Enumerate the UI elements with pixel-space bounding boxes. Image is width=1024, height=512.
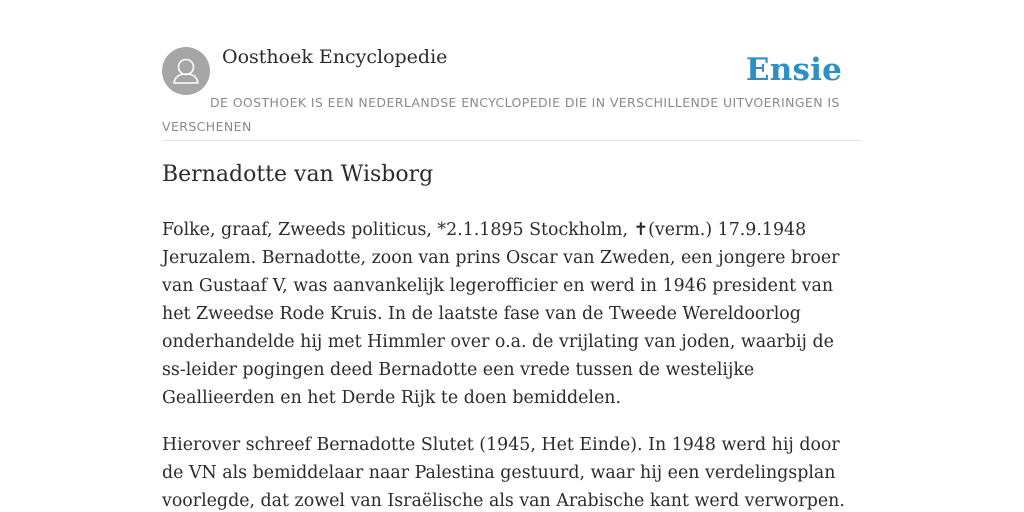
site-tagline: DE OOSTHOEK IS EEN NEDERLANDSE ENCYCLOPEDIE DIE IN VERSCHILLENDE UITVOERINGEN IS VERSCHENEN [162,95,840,134]
article-paragraph: Folke, graaf, Zweeds politicus, *2.1.1895 Stockholm, ✝(verm.) 17.9.1948 Jeruzalem. Bernadotte, zoon van prins Oscar van Zweden, een jongere broer van Gustaaf V, was aanvankelijk legerofficier en werd in 1946 president van het Zweedse Rode Kruis. In de laatste fase van de Tweede Wereldoorlog onderhandelde hij met Himmler over o.a. de vrijlating van joden, waarbij de ss-leider pogingen deed Bernadotte een vrede tussen de westelijke Geallieerden en het Derde Rijk te doen bemiddelen. [162,220,840,408]
user-icon [162,47,210,95]
article-title: Bernadotte van Wisborg [162,162,434,187]
ensie-logo[interactable]: Ensie [745,52,842,88]
site-name[interactable]: Oosthoek Encyclopedie [222,46,448,68]
article-body [162,216,862,512]
site-header [162,44,862,141]
article-paragraph: Hierover schreef Bernadotte Slutet (1945, Het Einde). In 1948 werd hij door de VN als bemiddelaar naar Palestina gestuurd, waar hij een verdelingsplan voorlegde, dat zowel van Israëlische als van Arabische kant werd verworpen. [162,435,845,511]
avatar[interactable] [162,47,210,95]
